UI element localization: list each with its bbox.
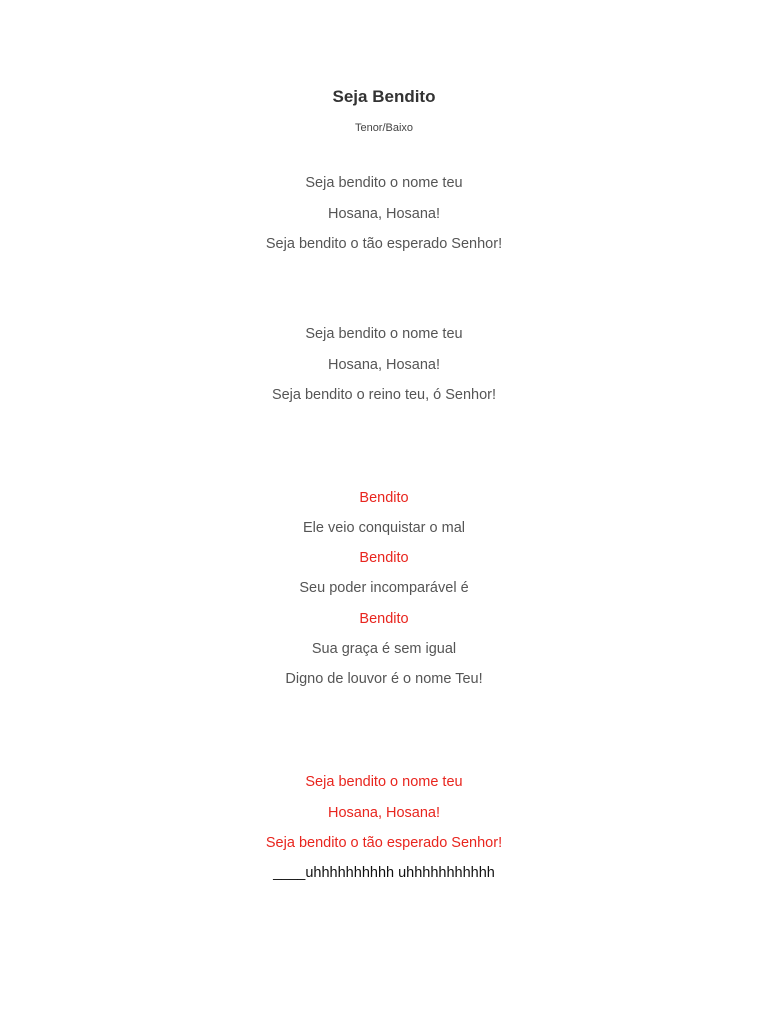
verse2-line-3: Seja bendito o reino teu, ó Senhor!	[271, 387, 497, 403]
bridge-line-4: Seu poder incomparável é	[299, 580, 469, 596]
bridge-line-6: Sua graça é sem igual	[311, 641, 457, 657]
verse1-line-3: Seja bendito o tão esperado Senhor!	[265, 236, 503, 252]
bridge-line-7: Digno de louvor é o nome Teu!	[285, 671, 483, 687]
song-title: Seja Bendito	[332, 87, 436, 106]
bridge-line-1: Bendito	[359, 490, 409, 506]
bridge-line-3: Bendito	[359, 550, 409, 566]
final-line-3: Seja bendito o tão esperado Senhor!	[265, 835, 503, 851]
bridge-line-2: Ele veio conquistar o mal	[303, 520, 465, 536]
final-line-4: ____uhhhhhhhhhh uhhhhhhhhhhh	[273, 865, 495, 881]
verse2-line-2: Hosana, Hosana!	[327, 357, 441, 373]
verse2-line-1: Seja bendito o nome teu	[305, 326, 463, 342]
verse1-line-2: Hosana, Hosana!	[327, 206, 441, 222]
verse1-line-1: Seja bendito o nome teu	[305, 175, 463, 191]
final-line-2: Hosana, Hosana!	[327, 805, 441, 821]
bridge-line-5: Bendito	[359, 611, 409, 627]
voice-part-label: Tenor/Baixo	[354, 122, 414, 134]
final-line-1: Seja bendito o nome teu	[305, 774, 463, 790]
